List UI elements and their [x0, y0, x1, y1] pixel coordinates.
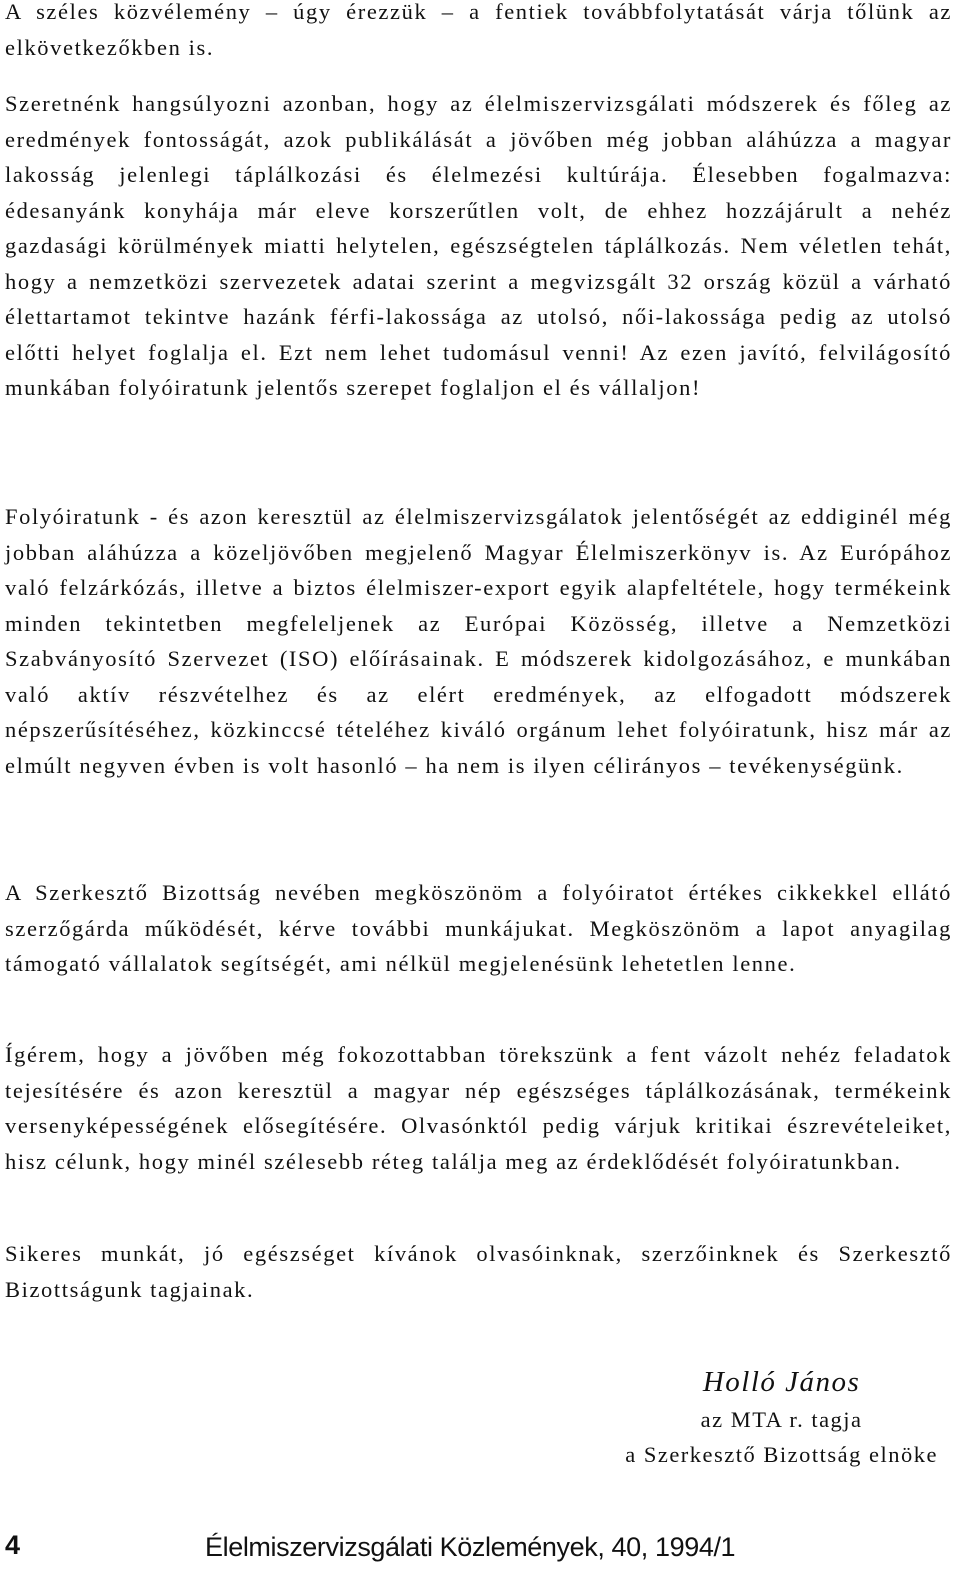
page-number: 4 — [5, 1530, 21, 1560]
paragraph-5: Ígérem, hogy a jövőben még fokozottabban törekszünk a fent vázolt nehéz feladatok tejesítésére és azon keresztül a magyar nép egészséges táplálkozásának, termékeink versenyképességének elősegítésére. Olvasónktól pedig várjuk kritikai észrevételeiket, hisz célunk, hogy minél szélesebb réteg találja meg az érdeklődését folyóiratunkban. — [5, 1042, 952, 1174]
journal-reference: Élelmiszervizsgálati Közlemények, 40, 1994/1 — [205, 1532, 736, 1562]
signature-name: Holló János — [702, 1366, 861, 1398]
paragraph-6: Sikeres munkát, jó egészséget kívánok olvasóinknak, szerzőinknek és Szerkesztő Bizottságunk tagjainak. — [5, 1241, 952, 1302]
page-footer — [5, 1530, 955, 1570]
paragraph-3: Folyóiratunk - és azon keresztül az élelmiszervizsgálatok jelentőségét az eddiginél még jobban aláhúzza a közeljövőben megjelenő Magyar Élelmiszerkönyv is. Az Európához való felzárkózás, illetve a biztos élelmiszer-export egyik alapfeltétele, hogy termékeink minden tekintetben megfeleljenek az Európai Közösség, illetve a Nemzetközi Szabványosító Szervezet (ISO) előírásainak. E módszerek kidolgozásához, e munkában való aktív részvételhez és az elért eredmények, az elfogadott módszerek népszerűsítéséhez, közkinccsé tételéhez kiváló orgánum lehet folyóiratunk, hisz már az elmúlt negyven évben is volt hasonló – ha nem is ilyen célirányos – tevékenységünk. — [5, 504, 952, 778]
signature-title: az MTA r. tagja — [700, 1407, 863, 1432]
signature-role: a Szerkesztő Bizottság elnöke — [625, 1442, 938, 1467]
signature-block — [625, 1362, 938, 1472]
paragraph-4: A Szerkesztő Bizottság nevében megköszönöm a folyóiratot értékes cikkekkel ellátó szerzőgárda működését, kérve további munkájukat. Megköszönöm a lapot anyagilag támogató vállalatok segítségét, ami nélkül megjelenésünk lehetetlen lenne. — [5, 880, 952, 976]
paragraph-1: A széles közvélemény – úgy érezzük – a fentiek továbbfolytatását várja tőlünk az elkövetkezőkben is. — [5, 0, 952, 60]
paragraph-2: Szeretnénk hangsúlyozni azonban, hogy az élelmiszervizsgálati módszerek és főleg az eredmények fontosságát, azok publikálását a jövőben még jobban aláhúzza a magyar lakosság jelenlegi táplálkozási és élelmezési kultúrája. Élesebben fogalmazva: édesanyánk konyhája már eleve korszerűtlen volt, de ehhez hozzájárult a nehéz gazdasági körülmények miatti helytelen, egészségtelen táplálkozás. Nem véletlen tehát, hogy a nemzetközi szervezetek adatai szerint a megvizsgált 32 ország közül a várható élettartamot tekintve hazánk férfi-lakossága az utolsó, női-lakossága pedig az utolsó előtti helyet foglalja el. Ezt nem lehet tudomásul venni! Az ezen javító, felvilágosító munkában folyóiratunk jelentős szerepet foglaljon el és vállaljon! — [5, 91, 952, 400]
